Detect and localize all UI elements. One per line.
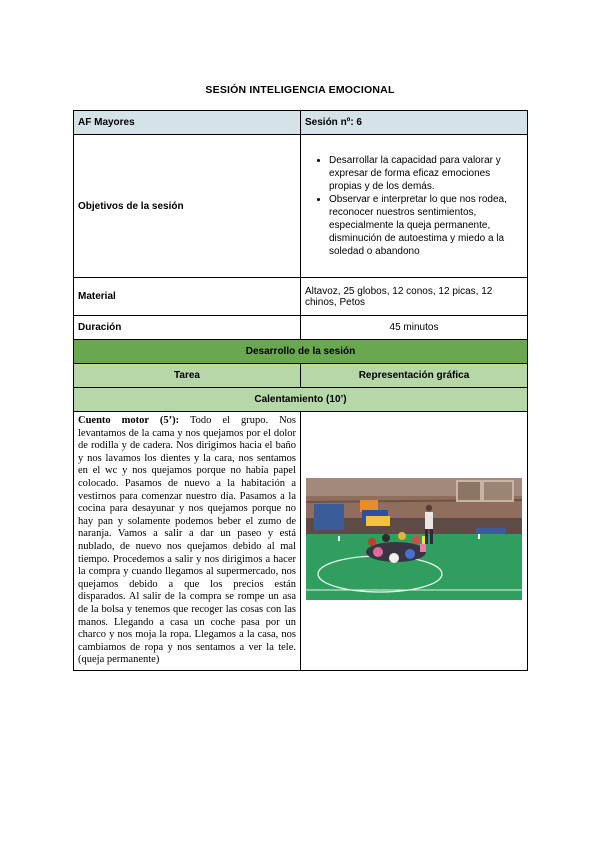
gym-activity-photo [306, 478, 522, 600]
objectives-row [74, 135, 528, 278]
task-column-header: Tarea [74, 364, 301, 388]
duration-label: Duración [74, 316, 301, 340]
material-label: Material [74, 278, 301, 316]
warmup-heading: Calentamiento (10’) [74, 388, 528, 412]
task-title: Cuento motor (5’): [78, 415, 180, 426]
objectives-label: Objetivos de la sesión [74, 135, 301, 278]
group-cell: AF Mayores [74, 111, 301, 135]
graphic-column-header: Representación gráfica [301, 364, 528, 388]
objective-item: • Observar e interpretar lo que nos rodea, reconocer nuestros sentimientos, especialmente la queja permanente, disminución de autoestima y miedo a la soledad o abandono [329, 193, 523, 258]
task-row [74, 412, 528, 671]
session-table [73, 110, 528, 671]
development-heading-row [74, 340, 528, 364]
document-title: SESIÓN INTELIGENCIA EMOCIONAL [205, 84, 395, 96]
material-value: Altavoz, 25 globos, 12 conos, 12 picas, 12 chinos, Petos [301, 278, 528, 316]
header-row [74, 111, 528, 135]
duration-row [74, 316, 528, 340]
duration-value: 45 minutos [301, 316, 528, 340]
warmup-heading-row [74, 388, 528, 412]
task-description [74, 412, 301, 671]
objectives-cell [301, 135, 528, 278]
development-heading: Desarrollo de la sesión [74, 340, 528, 364]
session-number-cell: Sesión nº: 6 [301, 111, 528, 135]
material-row [74, 278, 528, 316]
objectives-list [305, 154, 523, 258]
objective-item: • Desarrollar la capacidad para valorar y expresar de forma eficaz emociones propias y de los demás. [329, 154, 523, 193]
task-text: Todo el grupo. Nos levantamos de la cama y nos quejamos por el dolor de rodilla y de cadera. Nos dirigimos hacia el baño y nos lavamos los dientes y la cara, nos sentamos en el wc y nos quejamos porque no había papel colocado. Pasamos de nuevo a la habitación a vestirnos para comenzar nuestro día. Pasamos a la cocina para desayunar y nos quejamos porque no hay pan y solamente podemos beber el zumo de naranja. Vamos a salir a dar un paseo y está nublado, de nuevo nos quejamos debido al mal tiempo. Procedemos a salir y nos dirigimos a hacer la compra y cuando llegamos al supermercado, nos quejamos debido a que los precios están disparados. Al salir de la compra se rompe un asa de la bolsa y tenemos que recoger las cosas con las manos. Llegando a casa un coche pasa por un charco y nos moja la ropa. Llegamos a la casa, nos cambiamos de ropa y nos sentamos a ver la tele. (queja permanente) [78, 415, 296, 666]
columns-row [74, 364, 528, 388]
graphic-cell [301, 412, 528, 671]
